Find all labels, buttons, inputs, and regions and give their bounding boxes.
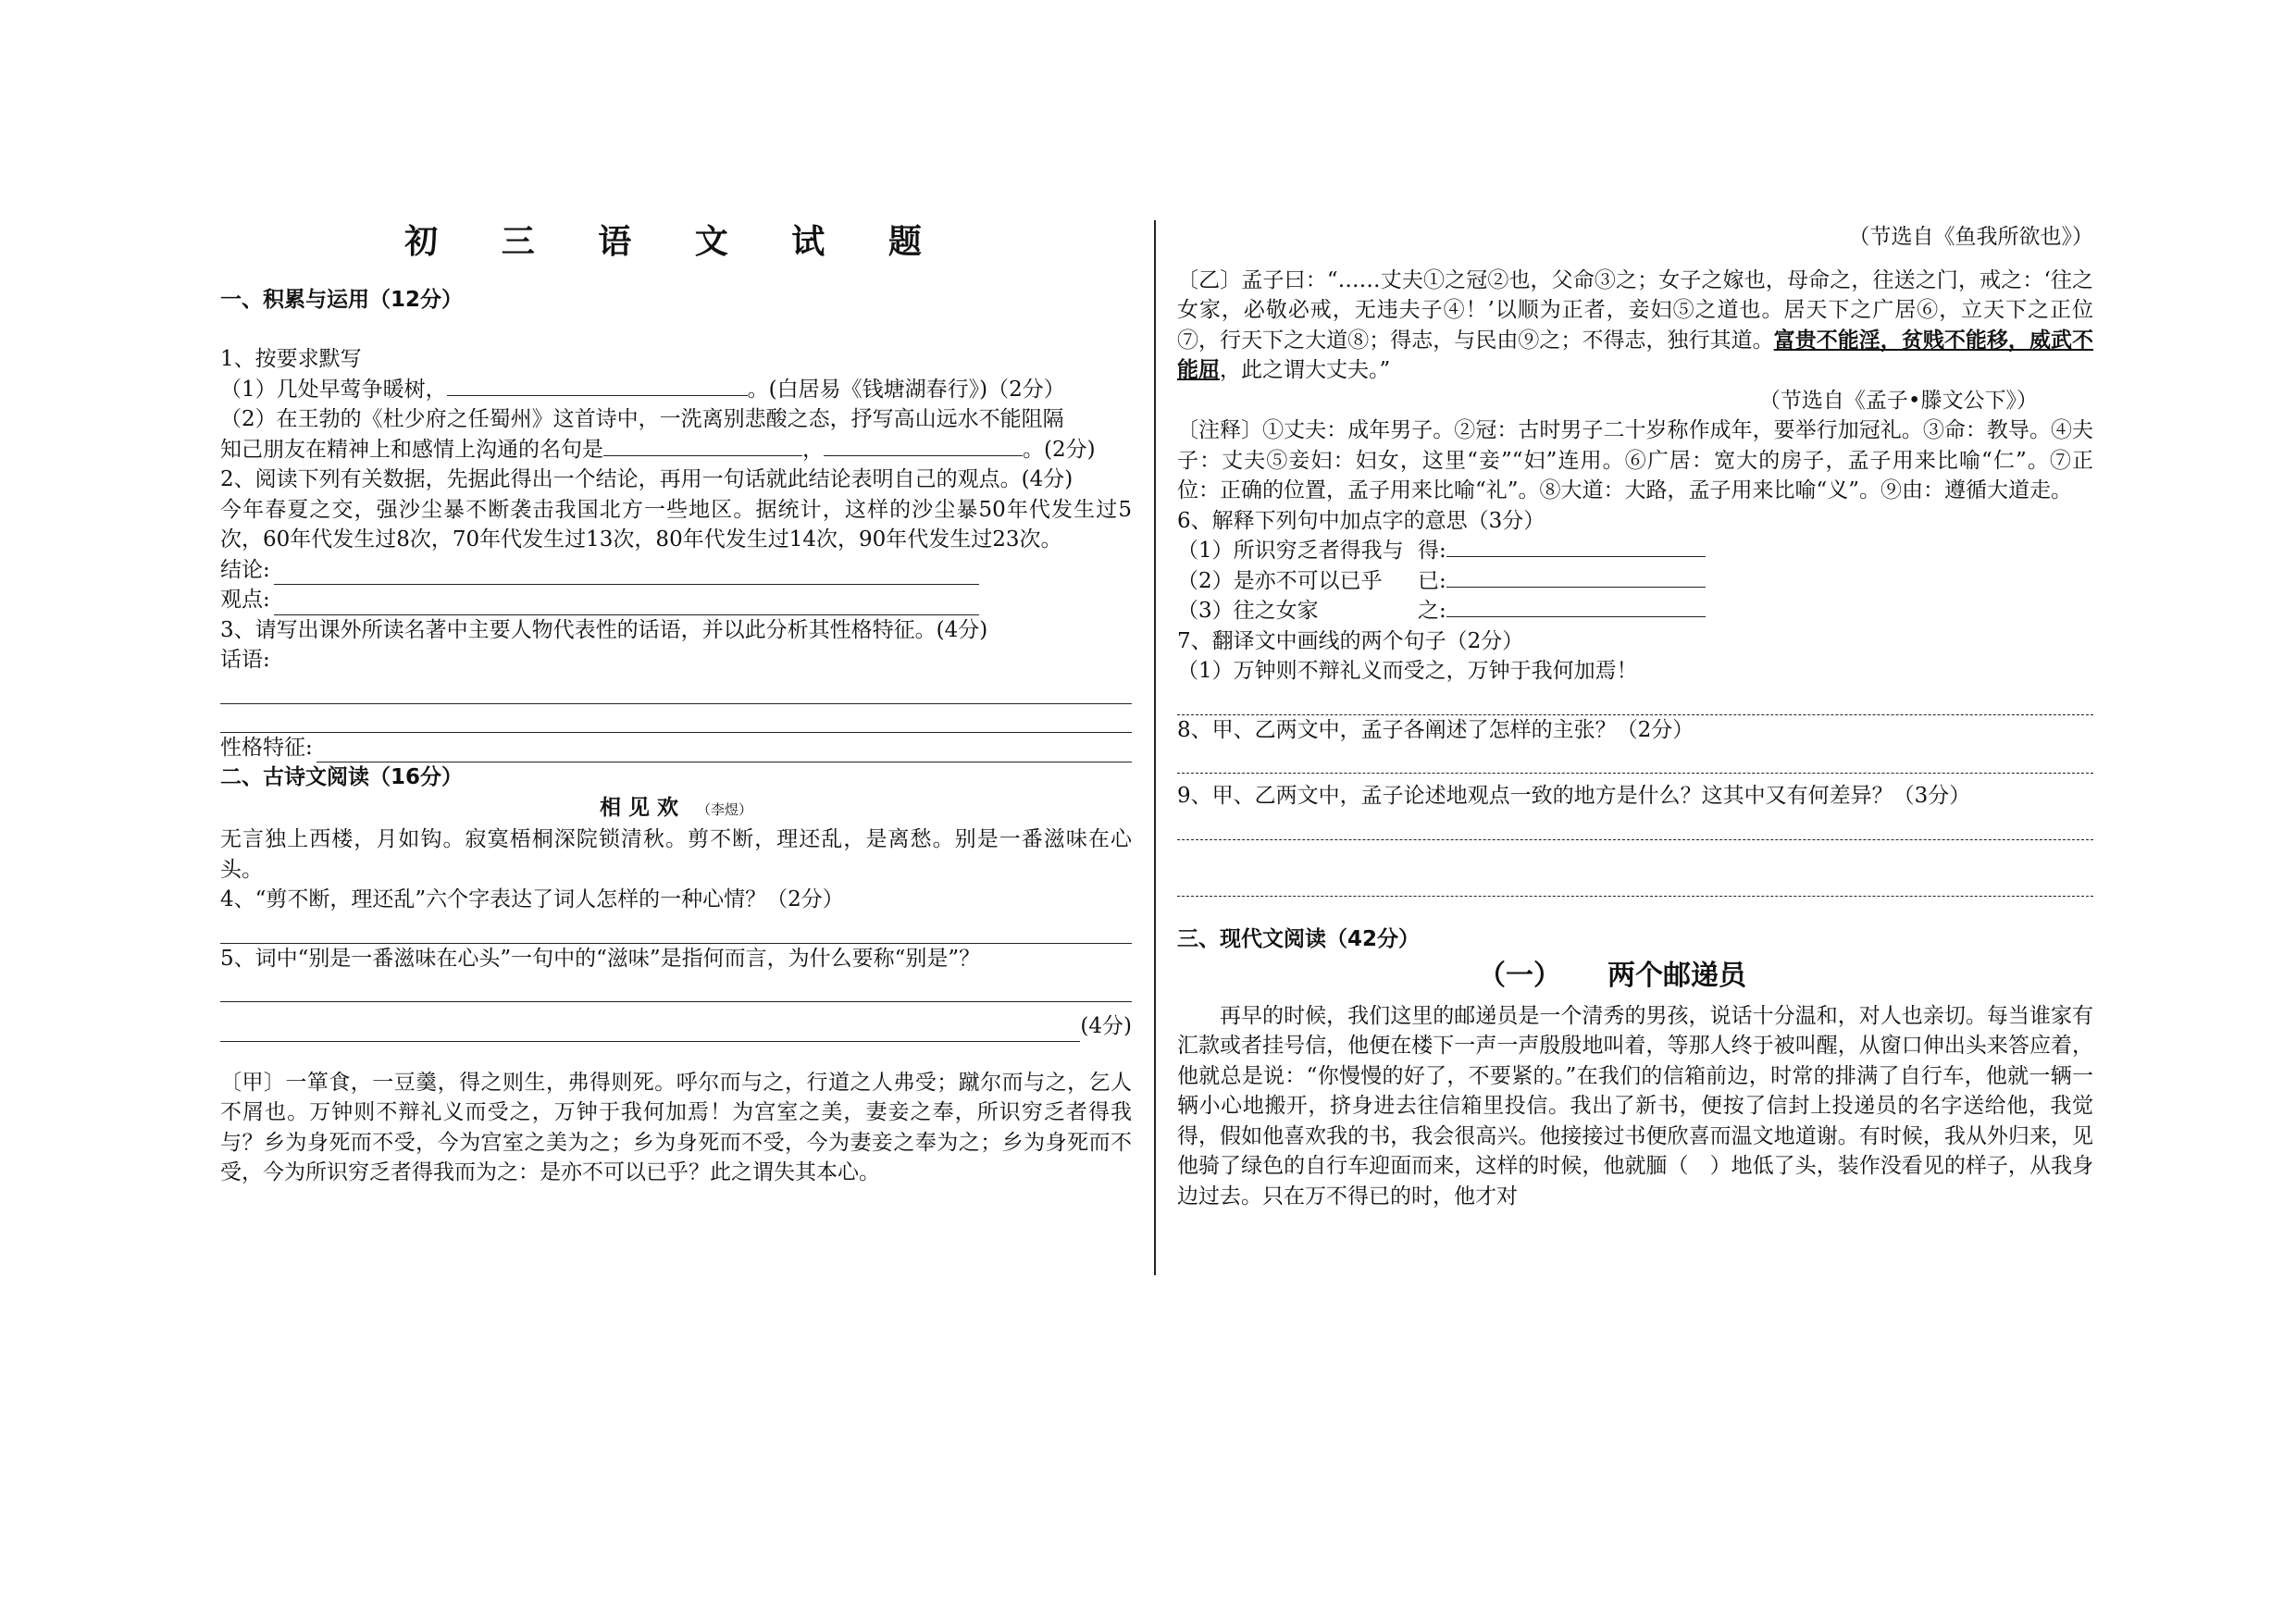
source-1: （节选自《鱼我所欲也》） <box>1848 225 2093 249</box>
q1-2b: 知己朋友在精神上和感情上沟通的名句是 ， 。(2分) <box>220 435 1132 465</box>
q3-text: 3、请写出课外所读名著中主要人物代表性的话语，并以此分析其性格特征。(4分) <box>220 617 988 642</box>
passage-jia: 〔甲〕一箪食，一豆羹，得之则生，弗得则死。呼尔而与之，行道之人弗受；蹴尔而与之，乞人不屑也。万钟则不辩礼义而受之，万钟于我何加焉！为宫室之美，妻妾之奉，所识穷乏者得我与？乡为身死而不受，今为宫室之美为之；乡为身死而不受，今为妻妾之奉为之；乡为身死而不受，今为所识穷乏者得我而为之：是亦不可以已乎？此之谓失其本心。 <box>220 1070 1132 1184</box>
q3-trait-line[interactable]: 性格特征: <box>220 733 1132 763</box>
q6-item-3[interactable]: （3）往之女家 之: <box>1177 596 2093 626</box>
q5-answer-line-2[interactable]: (4分) <box>220 1011 1132 1042</box>
q1-1: （1）几处早莺争暖树， 。(白居易《钱塘湖春行》)（2分） <box>220 375 1132 405</box>
q8-text: 8、甲、乙两文中，孟子各阐述了怎样的主张？（2分） <box>1177 717 1694 742</box>
q2-passage: 今年春夏之交，强沙尘暴不断袭击我国北方一些地区。据统计，这样的沙尘暴50年代发生过5次，60年代发生过8次，70年代发生过13次，80年代发生过14次，90年代发生过23次。 <box>220 497 1132 552</box>
q5-text: 5、词中“别是一番滋味在心头”一句中的“滋味”是指何而言，为什么要称“别是”？ <box>220 946 981 971</box>
section-1-heading: 一、积累与运用（12分） <box>220 287 464 312</box>
left-column <box>220 208 1132 1188</box>
right-column <box>1177 222 2093 1211</box>
q6-item-2[interactable]: （2）是亦不可以已乎 已: <box>1177 566 2093 597</box>
q4-text: 4、“剪不断，理还乱”六个字表达了词人怎样的一种心情？（2分） <box>220 887 844 911</box>
column-divider <box>1154 220 1156 1275</box>
q1-text: 1、按要求默写 <box>220 347 362 371</box>
passage-yi: 〔乙〕孟子曰：“……丈夫①之冠②也，父命③之；女子之嫁也，母命之，往送之门，戒之：‘往之女家，必敬必戒，无违夫子④！’以顺为正者，妾妇⑤之道也。居天下之广居⑥，立天下之正位⑦，行天下之大道⑧；得志，与民由⑨之；不得志，独行其道。富贵不能淫，贫贱不能移，威武不能屈，此之谓大丈夫。” <box>1177 267 2094 382</box>
page-title: 初 三 语 文 试 题 <box>404 222 948 261</box>
q6-text: 6、解释下列句中加点字的意思（3分） <box>1177 508 1545 533</box>
section-3-heading: 三、现代文阅读（42分） <box>1177 926 1421 951</box>
poem-text: 无言独上西楼，月如钩。寂寞梧桐深院锁清秋。剪不断，理还乱，是离愁。别是一番滋味在心头。 <box>220 827 1132 882</box>
q6-item-1[interactable]: （1）所识穷乏者得我与 得: <box>1177 536 2093 566</box>
q7-text: 7、翻译文中画线的两个句子（2分） <box>1177 628 1524 653</box>
poem-title: 相 见 欢 （李煜） <box>599 794 753 820</box>
q9-text: 9、甲、乙两文中，孟子论述地观点一致的地方是什么？这其中又有何差异？（3分） <box>1177 784 1971 808</box>
q9-answer-line-1[interactable] <box>1177 812 2093 840</box>
source-2: （节选自《孟子•滕文公下》） <box>1758 388 2038 413</box>
q7-answer-line[interactable] <box>1177 687 2093 715</box>
q2-view-line[interactable]: 观点: <box>220 585 979 615</box>
q8-answer-line[interactable] <box>1177 745 2093 774</box>
story-title: （一） 两个邮递员 <box>1478 960 1746 992</box>
q1-2a: （2）在王勃的《杜少府之任蜀州》这首诗中，一洗离别悲酸之态，抒写高山远水不能阻隔 <box>220 407 1064 431</box>
story-text: 再早的时候，我们这里的邮递员是一个清秀的男孩，说话十分温和，对人也亲切。每当谁家有汇款或者挂号信，他便在楼下一声一声殷殷地叫着，等那人终于被叫醒，从窗口伸出头来答应着，他就总是说：“你慢慢的好了，不要紧的。”在我们的信箱前边，时常的排满了自行车，他就一辆一辆小心地搬开，挤身进去往信箱里投信。我出了新书，便按了信封上投递员的名字送给他，我觉得，假如他喜欢我的书，我会很高兴。他接接过书便欣喜而温文地道谢。有时候，我从外归来，见他骑了绿色的自行车迎面而来，这样的时候，他就腼（ ）地低了头，装作没看见的样子，从我身边过去。只在万不得已的时，他才对 <box>1177 1003 2093 1209</box>
q9-answer-line-2[interactable] <box>1177 868 2093 897</box>
q3-words-label: 话语: <box>220 648 270 672</box>
section-2-heading: 二、古诗文阅读（16分） <box>220 765 464 789</box>
q4-answer-line[interactable] <box>220 915 1132 944</box>
q2-text: 2、阅读下列有关数据，先据此得出一个结论，再用一句话就此结论表明自己的观点。(4分) <box>220 467 1074 491</box>
q3-answer-line-2[interactable] <box>220 704 1132 733</box>
q7-1: （1）万钟则不辩礼义而受之，万钟于我何加焉！ <box>1177 659 1638 683</box>
q3-answer-line-1[interactable] <box>220 676 1132 704</box>
q5-answer-line-1[interactable] <box>220 973 1132 1002</box>
notes: 〔注释〕①丈夫：成年男子。②冠：古时男子二十岁称作成年，要举行加冠礼。③命：教导。④夫子：丈夫⑤妾妇：妇女，这里“妾”“妇”连用。⑥广居：宽大的房子，孟子用来比喻“仁”。⑦正位：正确的位置，孟子用来比喻“礼”。⑧大道：大路，孟子用来比喻“义”。⑨由：遵循大道走。 <box>1177 418 2093 502</box>
q2-conclusion-line[interactable]: 结论: <box>220 555 979 586</box>
